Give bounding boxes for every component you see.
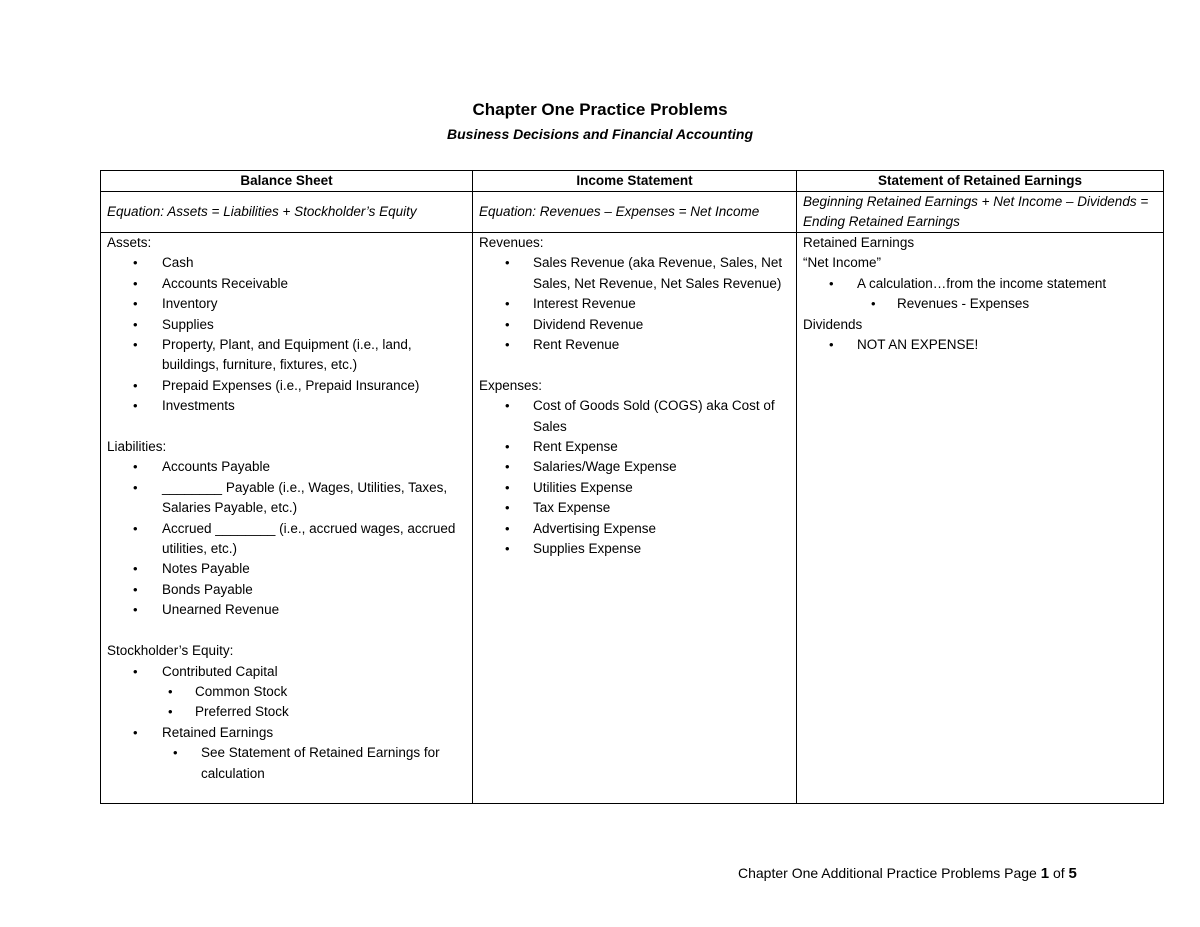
- page-subtitle: Business Decisions and Financial Accounting: [447, 126, 753, 142]
- assets-label: Assets:: [107, 235, 152, 250]
- list-item: • Rent Revenue: [479, 335, 790, 355]
- net-income-label: “Net Income”: [803, 255, 882, 271]
- list-item: • See Statement of Retained Earnings for calculation: [107, 743, 466, 784]
- list-item: • Cash: [107, 253, 466, 273]
- list-item: • Prepaid Expenses (i.e., Prepaid Insurance): [107, 376, 466, 396]
- list-item: • Salaries/Wage Expense: [479, 457, 790, 477]
- assets-list: [107, 253, 466, 416]
- revenues-list: [479, 253, 790, 355]
- list-item: • Revenues - Expenses: [803, 294, 1157, 314]
- header-retained-earnings: Statement of Retained Earnings: [797, 171, 1164, 192]
- header-row: [101, 171, 1164, 192]
- footer-text: Chapter One Additional Practice Problems Page: [738, 865, 1037, 881]
- footer-of: of: [1052, 865, 1065, 881]
- dividends-label: Dividends: [803, 316, 863, 332]
- retained-earnings-equation: Beginning Retained Earnings + Net Income – Dividends = Ending Retained Earnings: [797, 192, 1164, 233]
- list-item: • Contributed Capital: [107, 662, 466, 682]
- list-item: • Unearned Revenue: [107, 600, 466, 620]
- net-income-list: [803, 274, 1157, 294]
- header-balance-sheet: Balance Sheet: [101, 171, 473, 192]
- content-row: [101, 233, 1164, 804]
- equity-list: [107, 662, 466, 682]
- retained-earnings-cell: [797, 233, 1164, 804]
- list-item: • A calculation…from the income statement: [803, 274, 1157, 294]
- list-item: • Tax Expense: [479, 498, 790, 518]
- balance-sheet-cell: [101, 233, 473, 804]
- list-item: • Retained Earnings: [107, 723, 466, 743]
- stock-list: [107, 682, 466, 723]
- list-item: • ________ Payable (i.e., Wages, Utilities, Taxes, Salaries Payable, etc.): [107, 478, 466, 519]
- list-item: • Accrued ________ (i.e., accrued wages, accrued utilities, etc.): [107, 519, 466, 560]
- list-item: • Accounts Payable: [107, 457, 466, 477]
- list-item: • Property, Plant, and Equipment (i.e., land, buildings, furniture, fixtures, etc.): [107, 335, 466, 376]
- list-item: • NOT AN EXPENSE!: [803, 335, 1157, 355]
- accounting-table: [100, 170, 1164, 804]
- footer-page-number: 1: [1040, 865, 1050, 882]
- footer-page-total: 5: [1068, 865, 1077, 882]
- list-item: • Inventory: [107, 294, 466, 314]
- dividends-list: [803, 335, 1157, 355]
- list-item: • Bonds Payable: [107, 580, 466, 600]
- header-income-statement: Income Statement: [473, 171, 797, 192]
- equation-row: [101, 192, 1164, 233]
- revenues-label: Revenues:: [479, 235, 544, 250]
- list-item: • Utilities Expense: [479, 478, 790, 498]
- expenses-list: [479, 396, 790, 559]
- list-item: • Sales Revenue (aka Revenue, Sales, Net Sales, Net Revenue, Net Sales Revenue): [479, 253, 790, 294]
- retained-note-list: [107, 743, 466, 784]
- list-item: • Common Stock: [107, 682, 466, 702]
- list-item: • Rent Expense: [479, 437, 790, 457]
- page-footer: [738, 865, 1077, 882]
- income-statement-cell: [473, 233, 797, 804]
- expenses-label: Expenses:: [479, 377, 543, 393]
- list-item: • Advertising Expense: [479, 519, 790, 539]
- retained-earnings-label: Retained Earnings: [803, 235, 915, 250]
- list-item: • Cost of Goods Sold (COGS) aka Cost of Sales: [479, 396, 790, 437]
- equity-label: Stockholder’s Equity:: [107, 643, 234, 659]
- list-item: • Interest Revenue: [479, 294, 790, 314]
- liabilities-list: [107, 457, 466, 620]
- list-item: • Supplies: [107, 315, 466, 335]
- page-title: Chapter One Practice Problems: [472, 100, 728, 119]
- list-item: • Preferred Stock: [107, 702, 466, 722]
- formula-list: [803, 294, 1157, 314]
- list-item: • Notes Payable: [107, 559, 466, 579]
- list-item: • Supplies Expense: [479, 539, 790, 559]
- list-item: • Accounts Receivable: [107, 274, 466, 294]
- list-item: • Dividend Revenue: [479, 315, 790, 335]
- retained-list: [107, 723, 466, 743]
- balance-sheet-equation: Equation: Assets = Liabilities + Stockholder’s Equity: [101, 192, 473, 233]
- income-statement-equation: Equation: Revenues – Expenses = Net Income: [473, 192, 797, 233]
- list-item: • Investments: [107, 396, 466, 416]
- liabilities-label: Liabilities:: [107, 439, 167, 455]
